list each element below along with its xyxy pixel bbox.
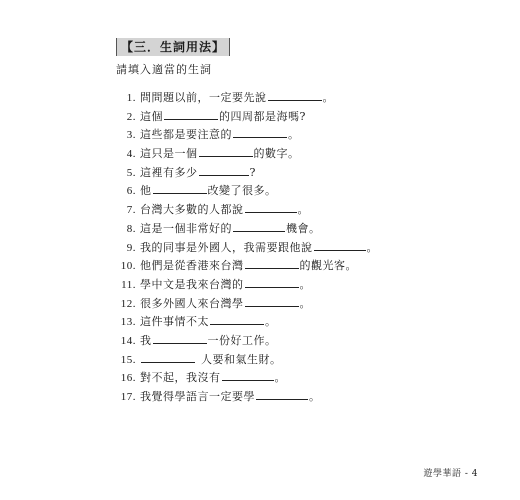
answer-blank[interactable] xyxy=(233,220,285,232)
instruction-text: 請填入適當的生詞 xyxy=(116,63,212,76)
question-item xyxy=(118,332,378,351)
question-item xyxy=(118,126,378,145)
answer-blank[interactable] xyxy=(199,164,249,176)
question-text-after: 。 xyxy=(288,128,300,142)
question-text-after: 的觀光客。 xyxy=(299,259,357,273)
question-item xyxy=(118,108,378,127)
question-item xyxy=(118,164,378,183)
question-text-after: 機會。 xyxy=(286,221,321,235)
question-item xyxy=(118,276,378,295)
question-text-after: 人要和氣生財。 xyxy=(201,352,282,366)
question-text-before: 學中文是我來台灣的 xyxy=(140,277,244,291)
question-text-before: 我 xyxy=(140,333,152,347)
question-number: 8. xyxy=(126,222,136,235)
question-text-after: 。 xyxy=(299,277,311,291)
question-text-before: 這裡有多少 xyxy=(140,165,198,179)
answer-blank[interactable] xyxy=(199,145,253,157)
question-text-before: 他 xyxy=(140,184,152,198)
question-number: 5. xyxy=(126,166,136,179)
question-text-before: 這是一個非常好的 xyxy=(140,221,232,235)
question-item xyxy=(118,369,378,388)
question-text-after: 的四周都是海嗎? xyxy=(219,109,306,123)
question-text-before: 這些都是要注意的 xyxy=(140,128,232,142)
answer-blank[interactable] xyxy=(245,276,299,288)
question-text-before: 我覺得學語言一定要學 xyxy=(140,390,255,403)
question-text-before: 我的同事是外國人，我需要跟他說 xyxy=(140,240,313,254)
question-number: 6. xyxy=(126,185,136,198)
answer-blank[interactable] xyxy=(314,239,366,251)
question-item xyxy=(118,351,378,370)
question-text-after: 。 xyxy=(309,390,321,403)
answer-blank[interactable] xyxy=(245,257,299,269)
answer-blank[interactable] xyxy=(245,295,299,307)
answer-blank[interactable] xyxy=(210,313,264,325)
question-text-after: 改變了很多。 xyxy=(207,184,277,198)
question-number: 1. xyxy=(126,92,136,104)
page-footer: 遊學華語 - 4 xyxy=(423,469,478,479)
question-item xyxy=(118,257,378,276)
answer-blank[interactable] xyxy=(164,108,218,120)
question-text-after: 。 xyxy=(274,371,286,385)
question-item xyxy=(118,295,378,314)
question-number: 17. xyxy=(120,391,136,403)
question-text-after: 。 xyxy=(265,315,277,329)
question-item xyxy=(118,201,378,220)
question-item xyxy=(118,239,378,258)
answer-blank[interactable] xyxy=(153,332,207,344)
question-item xyxy=(118,145,378,164)
answer-blank[interactable] xyxy=(233,126,287,138)
question-text-before: 他們是從香港來台灣 xyxy=(140,259,244,273)
answer-blank[interactable] xyxy=(153,182,207,194)
question-number: 15. xyxy=(120,353,136,366)
question-text-before: 對不起，我沒有 xyxy=(140,371,221,385)
question-text-after: 。 xyxy=(322,91,334,104)
answer-blank[interactable] xyxy=(256,388,308,400)
question-item xyxy=(118,182,378,201)
question-number: 13. xyxy=(120,316,136,329)
question-number: 4. xyxy=(126,148,136,161)
answer-blank[interactable] xyxy=(268,89,322,101)
question-text-after: ? xyxy=(249,165,256,179)
question-text-before: 這只是一個 xyxy=(140,147,198,161)
answer-blank[interactable] xyxy=(245,201,297,213)
question-list xyxy=(118,89,378,407)
answer-blank[interactable] xyxy=(141,351,195,363)
question-item xyxy=(118,313,378,332)
question-text-before: 很多外國人來台灣學 xyxy=(140,296,244,310)
question-number: 2. xyxy=(126,110,136,123)
question-text-after: 。 xyxy=(297,203,309,217)
question-text-before: 這件事情不太 xyxy=(140,315,209,329)
question-number: 12. xyxy=(120,297,136,310)
question-item xyxy=(118,220,378,239)
question-item xyxy=(118,388,378,407)
question-text-before: 問問題以前，一定要先說 xyxy=(140,91,267,104)
question-number: 11. xyxy=(121,278,136,291)
question-text-after: 一份好工作。 xyxy=(207,333,277,347)
question-text-before: 台灣大多數的人都說 xyxy=(140,203,244,217)
question-text-after: 。 xyxy=(299,296,311,310)
question-number: 9. xyxy=(126,241,136,254)
question-text-after: 的數字。 xyxy=(253,147,300,161)
question-number: 14. xyxy=(120,334,136,347)
question-number: 10. xyxy=(120,260,136,273)
question-number: 16. xyxy=(120,372,136,385)
section-title: 【三．生詞用法】 xyxy=(116,38,230,56)
question-text-after: 。 xyxy=(366,240,378,254)
question-number: 3. xyxy=(126,129,136,142)
question-item xyxy=(118,89,378,108)
question-text-before: 這個 xyxy=(140,109,163,123)
answer-blank[interactable] xyxy=(222,369,274,381)
question-number: 7. xyxy=(126,204,136,217)
